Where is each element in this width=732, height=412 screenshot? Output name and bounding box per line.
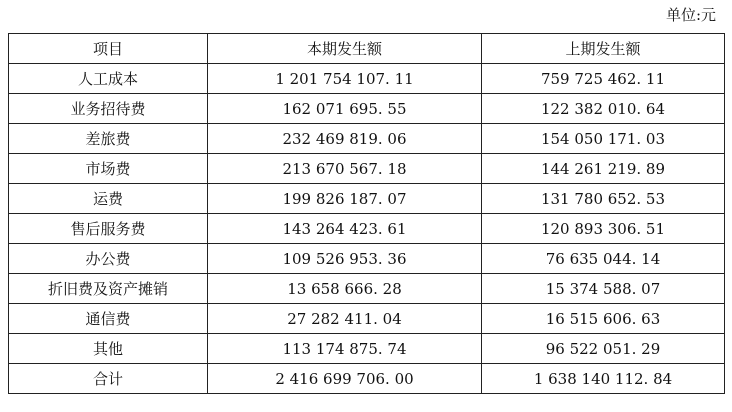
table-total-row (9, 364, 725, 394)
cell-previous: 154 050 171. 03 (482, 124, 725, 154)
cell-current: 162 071 695. 55 (208, 94, 482, 124)
cell-previous: 76 635 044. 14 (482, 244, 725, 274)
cell-item: 市场费 (9, 154, 208, 184)
table-row (9, 334, 725, 364)
cell-item: 办公费 (9, 244, 208, 274)
cell-current: 113 174 875. 74 (208, 334, 482, 364)
cell-current: 1 201 754 107. 11 (208, 64, 482, 94)
cell-item: 差旅费 (9, 124, 208, 154)
cell-item: 折旧费及资产摊销 (9, 274, 208, 304)
table-row (9, 214, 725, 244)
table-header-row (9, 34, 725, 64)
cell-current: 2 416 699 706. 00 (208, 364, 482, 394)
table-row (9, 154, 725, 184)
cell-current: 13 658 666. 28 (208, 274, 482, 304)
cell-item: 人工成本 (9, 64, 208, 94)
cell-previous: 16 515 606. 63 (482, 304, 725, 334)
cell-previous: 144 261 219. 89 (482, 154, 725, 184)
cell-item: 运费 (9, 184, 208, 214)
cell-item: 合计 (9, 364, 208, 394)
cell-previous: 120 893 306. 51 (482, 214, 725, 244)
table-row (9, 244, 725, 274)
cell-current: 199 826 187. 07 (208, 184, 482, 214)
table-row (9, 124, 725, 154)
cell-current: 232 469 819. 06 (208, 124, 482, 154)
expense-table (8, 33, 725, 394)
cell-previous: 759 725 462. 11 (482, 64, 725, 94)
cell-item: 业务招待费 (9, 94, 208, 124)
cell-previous: 131 780 652. 53 (482, 184, 725, 214)
cell-current: 27 282 411. 04 (208, 304, 482, 334)
cell-item: 通信费 (9, 304, 208, 334)
cell-current: 109 526 953. 36 (208, 244, 482, 274)
header-current-period: 本期发生额 (208, 34, 482, 64)
table-row (9, 274, 725, 304)
cell-previous: 1 638 140 112. 84 (482, 364, 725, 394)
cell-previous: 96 522 051. 29 (482, 334, 725, 364)
cell-item: 其他 (9, 334, 208, 364)
table-row (9, 304, 725, 334)
cell-item: 售后服务费 (9, 214, 208, 244)
cell-previous: 15 374 588. 07 (482, 274, 725, 304)
table-row (9, 64, 725, 94)
table-row (9, 94, 725, 124)
header-item: 项目 (9, 34, 208, 64)
cell-previous: 122 382 010. 64 (482, 94, 725, 124)
cell-current: 213 670 567. 18 (208, 154, 482, 184)
unit-label: 单位:元 (665, 6, 716, 24)
cell-current: 143 264 423. 61 (208, 214, 482, 244)
table-row (9, 184, 725, 214)
header-previous-period: 上期发生额 (482, 34, 725, 64)
